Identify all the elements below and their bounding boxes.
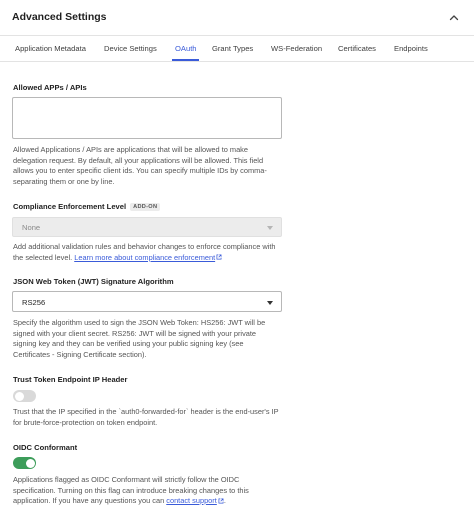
allowed-apps-label: Allowed APPs / APIs <box>13 83 87 92</box>
tab-application-metadata[interactable]: Application Metadata <box>15 44 86 53</box>
toggle-knob <box>26 459 35 468</box>
tab-ws-federation[interactable]: WS-Federation <box>271 44 323 53</box>
tab-device-settings[interactable]: Device Settings <box>104 44 157 53</box>
compliance-label <box>13 202 160 211</box>
oidc-help <box>13 475 281 507</box>
section-title: Advanced Settings <box>12 11 107 23</box>
tab-endpoints[interactable]: Endpoints <box>394 44 428 53</box>
chevron-down-icon <box>267 226 273 230</box>
jwt-algorithm-select[interactable] <box>12 291 282 312</box>
oidc-toggle[interactable] <box>13 457 36 469</box>
trust-token-help: Trust that the IP specified in the `auth0-forwarded-for` header is the end-user's IP for brute-force-protection on token endpoint. <box>13 407 279 427</box>
chevron-down-icon <box>267 301 273 305</box>
trust-token-label: Trust Token Endpoint IP Header <box>13 375 128 384</box>
allowed-apps-help: Allowed Applications / APIs are applications that will be allowed to make delegation request. By default, all your applications will be allowed. This field allows you to enter specific client ids. You can specify multiple IDs by comma-separating them or one by line. <box>13 145 267 186</box>
oidc-help-text: Applications flagged as OIDC Conformant will strictly follow the OIDC specification. Turning on this flag can introduce breaking changes to this application. If you have any questions you can <box>13 475 249 505</box>
tab-certificates[interactable]: Certificates <box>338 44 376 53</box>
jwt-algorithm-help: Specify the algorithm used to sign the JSON Web Token: HS256: JWT will be signed with your client secret. RS256: JWT will be signed with your private signing key and they can be verified using your public signing key (see Certificates - Signing Certificate section). <box>13 318 266 359</box>
toggle-knob <box>15 392 24 401</box>
contact-support-link[interactable]: contact support <box>166 496 217 505</box>
oidc-help-suffix: . <box>223 496 226 505</box>
tab-oauth[interactable]: OAuth <box>175 44 197 53</box>
allowed-apps-textarea[interactable] <box>12 97 282 139</box>
jwt-algorithm-value: RS256 <box>22 298 46 307</box>
external-link-icon <box>216 254 222 260</box>
compliance-help-text: Add additional validation rules and behavior changes to enforce compliance with the selected level. <box>13 242 276 262</box>
active-tab-indicator <box>172 59 199 61</box>
trust-token-toggle[interactable] <box>13 390 36 402</box>
compliance-select <box>12 217 282 237</box>
compliance-learn-more-link[interactable]: Learn more about compliance enforcement <box>74 252 216 262</box>
compliance-select-value: None <box>22 223 41 232</box>
tab-grant-types[interactable]: Grant Types <box>212 44 254 53</box>
jwt-algorithm-label: JSON Web Token (JWT) Signature Algorithm <box>13 277 174 286</box>
oidc-label: OIDC Conformant <box>13 443 78 452</box>
chevron-up-icon[interactable] <box>448 12 460 24</box>
addon-badge: ADD-ON <box>130 203 160 211</box>
settings-tabs <box>0 36 474 62</box>
section-header[interactable] <box>0 0 474 36</box>
compliance-help <box>13 242 281 263</box>
compliance-label-text: Compliance Enforcement Level <box>13 202 127 211</box>
